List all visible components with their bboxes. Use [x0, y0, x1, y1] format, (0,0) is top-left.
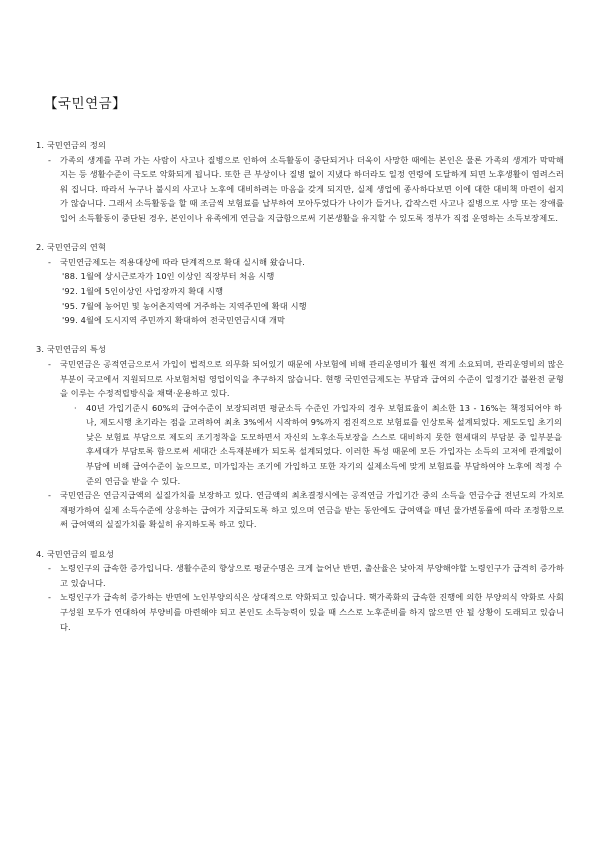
paragraph-text: 국민연금은 연금지급액의 실질가치를 보장하고 있다. 연금액의 최초결정시에는 공적연금 가입기간 중의 소득을 연금수급 전년도의 가치로 재평가하여 실제 소득수준에 상응하는 급여가 지급되도록 하고 있으며 연금을 받는 동안에도 급여액을 매년 물가변동률에 따라 조정함으로써 급여액의 실질가치를 확실히 유지하도록 하고 있다. [60, 490, 564, 530]
document-title: 【국민연금】 [44, 96, 127, 112]
dot-marker: · [74, 402, 77, 413]
paragraph-text: 노령인구가 급속히 증가하는 반면에 노인부양의식은 상대적으로 약화되고 있습니다. 핵가족화의 급속한 진행에 의한 부양의식 약화로 사회구성원 모두가 연대하여 부양비를 마련해야 되고 본인도 소득능력이 있을 때 스스로 노후준비를 하지 않으면 안 될 상황이 도래되고 있습니다. [60, 592, 564, 632]
section-heading: 1. 국민연금의 정의 [36, 140, 107, 150]
section-heading: 2. 국민연금의 연혁 [36, 242, 107, 253]
paragraph-text: 국민연금제도는 적용대상에 따라 단계적으로 확대 실시해 왔습니다. [60, 256, 305, 267]
paragraph [34, 255, 564, 270]
sub-paragraph [34, 401, 564, 489]
history-item: '88. 1월에 상시근로자가 10인 이상인 직장부터 처음 시행 [62, 271, 275, 282]
paragraph-text: 노령인구의 급속한 증가입니다. 생활수준의 향상으로 평균수명은 크게 늘어난 반면, 출산율은 낮아져 부양해야할 노령인구가 급격히 증가하고 있습니다. [60, 563, 564, 588]
paragraph-text: 가족의 생계를 꾸려 가는 사람이 사고나 질병으로 인하여 소득활동이 중단되거나 더욱이 사망한 때에는 본인은 물론 가족의 생계가 막막해지는 등 생활수준이 극도로 악화되게 됩니다. 또한 큰 부상이나 질병 없이 지냈다 하더라도 일정 연령에 도달하게 되면 노후생활이 염려스러워 집니다. 따라서 누구나 불시의 사고나 노후에 대비하려는 마음을 갖게 되지만, 실제 생업에 종사하다보면 이에 대한 대비책 마련이 쉽지가 않습니다. 그래서 소득활동을 할 때 조금씩 보험료를 납부하여 모아두었다가 나이가 들거나, 갑작스런 사고나 질병으로 사망 또는 장애를 입어 소득활동이 중단된 경우, 본인이나 유족에게 연금을 지급함으로써 기본생활을 유지할 수 있도록 정부가 직접 운영하는 소득보장제도. [60, 154, 564, 223]
paragraph [34, 561, 564, 590]
section-heading: 4. 국민연금의 필요성 [36, 548, 115, 559]
paragraph-text: 40년 가입기준시 60%의 급여수준이 보장되려면 평균소득 수준인 가입자의 경우 보험료율이 최소한 13 - 16%는 책정되어야 하나, 제도시행 초기라는 점을 고려하여 최초 3%에서 시작하여 9%까지 점진적으로 보험료를 인상토록 설계되었다. 제도도입 초기의 낮은 보험료 부담으로 제도의 조기정착을 도모하면서 자신의 노후소득보장을 스스로 대비하지 못한 현세대의 부담분 중 일부분을 후세대가 부담토록 함으로써 세대간 소득재분배가 되도록 설계되었다. 이러한 특성 때문에 모든 가입자는 소득의 고저에 관계없이 부담에 비해 급여수준이 높으므로, 미가입자는 조기에 가입하고 또한 자기의 실제소득에 맞게 보험료를 부담하여야 노후에 적정 수준의 연금을 받을 수 있다. [86, 402, 562, 486]
dash-marker: - [48, 256, 52, 267]
document-body [34, 138, 564, 649]
dash-marker: - [48, 490, 52, 501]
dash-marker: - [48, 563, 52, 574]
section-definition [34, 138, 564, 226]
history-item: '95. 7월에 농어민 및 농어촌지역에 거주하는 지역주민에 확대 시행 [62, 300, 307, 311]
dash-marker: - [48, 358, 52, 369]
dash-marker: - [48, 154, 52, 165]
paragraph [34, 590, 564, 634]
history-item: '92. 1월에 5인이상인 사업장까지 확대 시행 [62, 285, 224, 296]
paragraph [34, 357, 564, 401]
paragraph-text: 국민연금은 공적연금으로서 가입이 법적으로 의무화 되어있기 때문에 사보험에 비해 관리운영비가 훨씬 적게 소요되며, 관리운영비의 많은 부분이 국고에서 지원되므로 사보험처럼 영업이익을 추구하지 않습니다. 현행 국민연금제도는 부담과 급여의 수준이 일정기간 불완전 균형을 이루는 수정적립방식을 채택·운용하고 있다. [60, 358, 564, 399]
section-heading: 3. 국민연금의 특성 [36, 344, 107, 355]
section-characteristics [34, 342, 564, 532]
dash-marker: - [48, 592, 52, 603]
paragraph [34, 153, 564, 226]
section-necessity [34, 547, 564, 635]
section-history [34, 240, 564, 328]
history-item: '99. 4월에 도시지역 주민까지 확대하여 전국민연금시대 개막 [62, 315, 286, 326]
paragraph [34, 488, 564, 532]
